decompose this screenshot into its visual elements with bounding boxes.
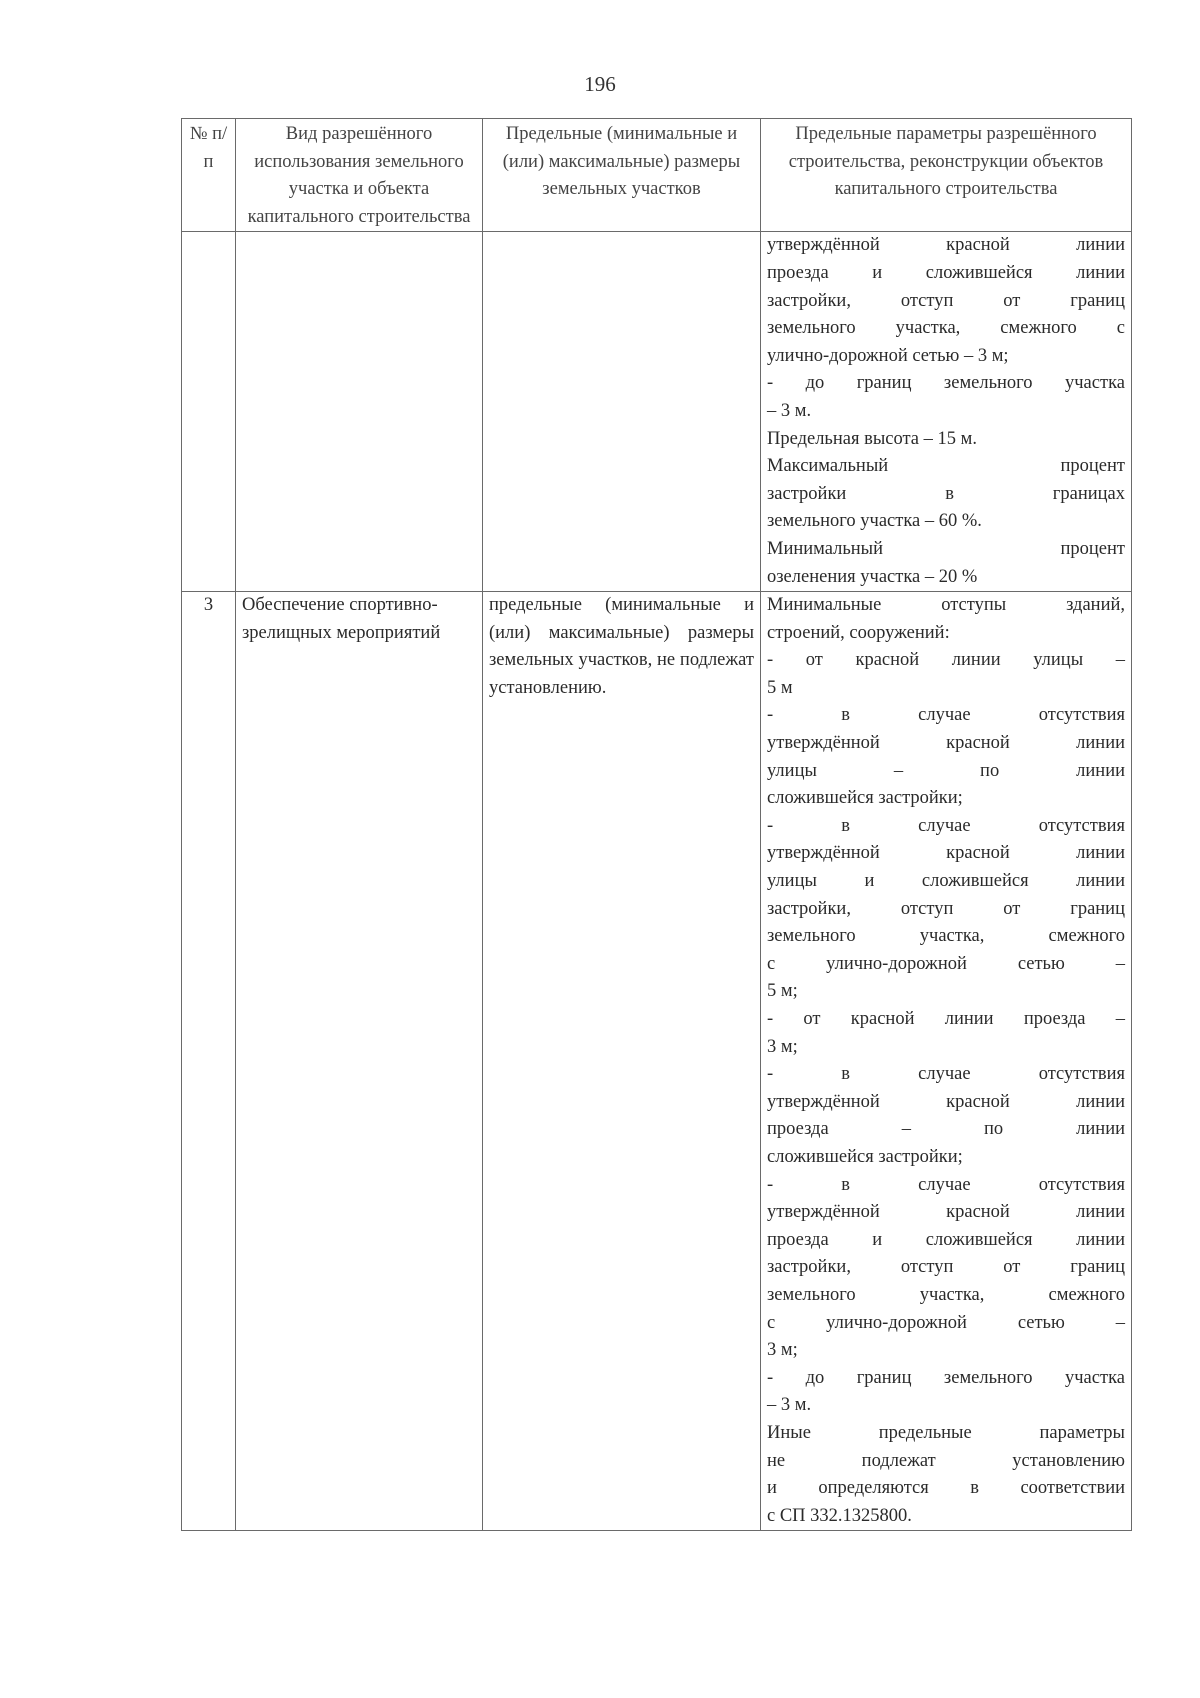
param-line: 5 м — [767, 677, 793, 698]
header-plot-sizes: Предельные (минимальные и (или) максимальные) размеры земельных участков — [483, 119, 761, 232]
param-line: 3 м; — [767, 1340, 798, 1361]
row-number — [182, 232, 236, 592]
param-line: не подлежат установлению — [767, 1450, 1125, 1471]
param-line: с СП 332.1325800. — [767, 1505, 912, 1526]
param-line: – 3 м. — [767, 400, 812, 421]
param-line: утверждённой красной линии — [767, 733, 1125, 754]
param-line: проезда и сложившейся линии — [767, 262, 1125, 283]
param-line: - от красной линии улицы – — [767, 650, 1125, 671]
param-line: застройки, отступ от границ — [767, 290, 1125, 311]
param-line: застройки в границах — [767, 483, 1125, 504]
param-line: строений, сооружений: — [767, 622, 950, 643]
param-line: Максимальный процент — [767, 456, 1125, 477]
param-line: утверждённой красной линии — [767, 1091, 1125, 1112]
param-line: земельного участка – 60 %. — [767, 511, 982, 532]
row-use-type: Обеспечение спортивно-зрелищных мероприятий — [236, 592, 483, 1531]
param-line: Иные предельные параметры — [767, 1422, 1125, 1443]
param-line: проезда – по линии — [767, 1119, 1125, 1140]
row-plot-sizes — [483, 232, 761, 592]
param-line: утверждённой красной линии — [767, 235, 1125, 256]
param-line: Минимальные отступы зданий, — [767, 595, 1125, 616]
param-line: с улично-дорожной сетью – — [767, 953, 1125, 974]
table-row — [182, 592, 1132, 1531]
param-line: земельного участка, смежного — [767, 1284, 1125, 1305]
param-line: Предельная высота – 15 м. — [767, 428, 977, 449]
param-line: – 3 м. — [767, 1395, 812, 1416]
param-line: улицы – по линии — [767, 760, 1125, 781]
param-line: утверждённой красной линии — [767, 843, 1125, 864]
param-line: - в случае отсутствия — [767, 1174, 1125, 1195]
param-line: земельного участка, смежного — [767, 926, 1125, 947]
row-plot-sizes: предельные (минимальные и (или) максимальные) размеры земельных участков, не подлежат установлению. — [483, 592, 761, 1531]
param-line: сложившейся застройки; — [767, 788, 963, 809]
param-line: - в случае отсутствия — [767, 815, 1125, 836]
param-line: озеленения участка – 20 % — [767, 566, 978, 587]
header-use-type: Вид разрешённого использования земельного участка и объекта капитального строительства — [236, 119, 483, 232]
header-number: № п/п — [182, 119, 236, 232]
row-build-params — [761, 592, 1132, 1531]
param-line: с улично-дорожной сетью – — [767, 1312, 1125, 1333]
param-line: и определяются в соответствии — [767, 1478, 1125, 1499]
row-use-type — [236, 232, 483, 592]
param-line: застройки, отступ от границ — [767, 898, 1125, 919]
param-line: - до границ земельного участка — [767, 373, 1125, 394]
regulations-table — [181, 118, 1132, 1531]
param-line: застройки, отступ от границ — [767, 1257, 1125, 1278]
param-line: - от красной линии проезда – — [767, 1009, 1125, 1029]
table-header-row — [182, 119, 1132, 232]
header-build-params: Предельные параметры разрешённого строительства, реконструкции объектов капитального строительства — [761, 119, 1132, 232]
param-line: утверждённой красной линии — [767, 1202, 1125, 1223]
page-number: 196 — [584, 72, 616, 96]
param-line: Минимальный процент — [767, 538, 1125, 559]
row-number: 3 — [182, 592, 236, 1531]
param-line: 3 м; — [767, 1036, 798, 1057]
param-line: улицы и сложившейся линии — [767, 871, 1125, 892]
param-line: улично-дорожной сетью – 3 м; — [767, 345, 1009, 366]
param-line: земельного участка, смежного с — [767, 318, 1125, 339]
param-line: - до границ земельного участка — [767, 1367, 1125, 1388]
param-line: сложившейся застройки; — [767, 1146, 963, 1167]
param-line: - в случае отсутствия — [767, 705, 1125, 726]
param-line: проезда и сложившейся линии — [767, 1229, 1125, 1250]
row-build-params — [761, 232, 1132, 592]
table-row — [182, 232, 1132, 592]
param-line: - в случае отсутствия — [767, 1064, 1125, 1085]
param-line: 5 м; — [767, 981, 798, 1002]
